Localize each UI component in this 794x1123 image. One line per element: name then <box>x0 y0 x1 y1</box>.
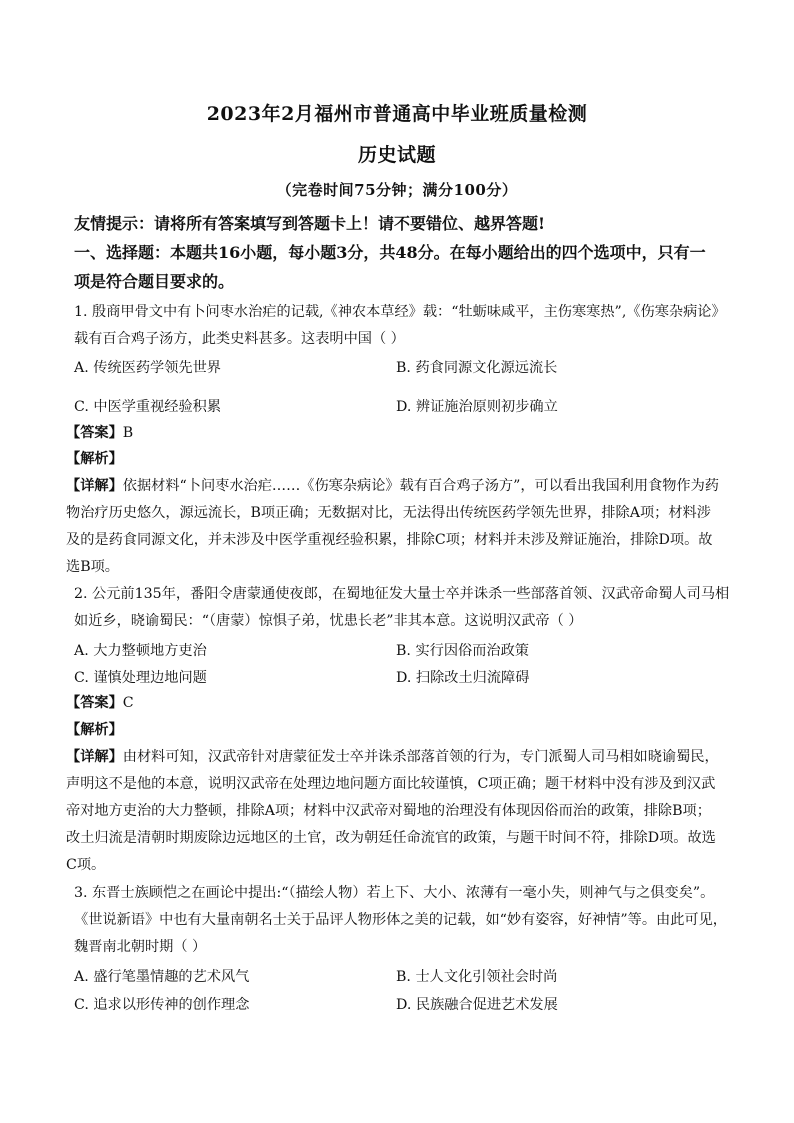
time-note: （完卷时间75分钟；满分100分） <box>276 181 518 199</box>
question-1-line: 1. 殷商甲骨文中有卜问枣水治疟的记载,《神农本草经》载：“牡蛎味咸平，主伤寒寒热”,《伤寒杂病论》 <box>74 304 726 320</box>
detail-line: 声明这不是他的本意，说明汉武帝在处理边地问题方面比较谨慎，C项正确；题干材料中没有涉及到汉武 <box>66 776 716 792</box>
question-1-options-row1 <box>74 357 736 381</box>
answer-label: 【答案】 <box>66 695 123 711</box>
answer-value: B <box>122 425 134 441</box>
question-1-options-row2 <box>74 396 736 420</box>
question-2-answer <box>66 691 134 715</box>
detail-line: 选B项。 <box>66 559 119 575</box>
answer-label: 【答案】 <box>66 425 123 441</box>
question-1-option-d: D. 辨证施治原则初步确立 <box>396 399 558 415</box>
question-3-option-d: D. 民族融合促进艺术发展 <box>396 997 558 1013</box>
question-2-option-b: B. 实行因俗而治政策 <box>396 643 529 659</box>
subject-title: 历史试题 <box>357 144 436 166</box>
notice: 友情提示：请将所有答案填写到答题卡上！请不要错位、越界答题! <box>74 214 546 233</box>
section-heading-line2: 项是符合题目要求的。 <box>74 272 235 291</box>
question-2-line: 如近乡，晓谕蜀民：“（唐蒙）惊惧子弟，忧患长老”非其本意。这说明汉武帝（ ） <box>74 613 583 629</box>
question-3-line: 3. 东晋士族顾恺之在画论中提出:“（描绘人物）若上下、大小、浓薄有一毫小失，则神气与之俱变矣”。 <box>74 885 715 901</box>
detail-line: 【详解】由材料可知，汉武帝针对唐蒙征发士卒并诛杀部落首领的行为，专门派蜀人司马相如晓谕蜀民， <box>66 749 719 765</box>
question-1-option-b: B. 药食同源文化源远流长 <box>396 360 558 376</box>
exam-title: 2023年2月福州市普通高中毕业班质量检测 <box>206 103 588 125</box>
question-3-options-row2 <box>74 994 736 1018</box>
question-3-option-a: A. 盛行笔墨情趣的艺术风气 <box>74 969 250 985</box>
question-2-options-row2 <box>74 667 736 691</box>
question-2-line: 2. 公元前135年，番阳令唐蒙通使夜郎，在蜀地征发大量士卒并诛杀一些部落首领、汉武帝命蜀人司马相 <box>74 586 730 602</box>
detail-label: 【详解】 <box>66 478 123 494</box>
question-1-line: 载有百合鸡子汤方，此类史料甚多。这表明中国（ ） <box>74 331 405 347</box>
question-2-analysis-label <box>66 718 123 742</box>
question-3-stem <box>74 880 736 961</box>
answer-value: C <box>122 695 134 711</box>
analysis-label: 【解析】 <box>66 451 123 467</box>
question-1-answer <box>66 421 133 445</box>
detail-line: 及的是药食同源文化，并未涉及中医学重视经验积累，排除C项；材料并未涉及辩证施治，排除D项。故 <box>66 532 713 548</box>
question-3-line: 魏晋南北朝时期（ ） <box>74 939 207 955</box>
detail-line: 【详解】依据材料“卜问枣水治疟……《伤寒杂病论》载有百合鸡子汤方”，可以看出我国利用食物作为药 <box>66 478 719 494</box>
question-2-option-c: C. 谨慎处理边地问题 <box>74 670 207 686</box>
section-heading-line1: 一、选择题：本题共16小题，每小题3分，共48分。在每小题给出的四个选项中，只有一 <box>74 243 706 262</box>
detail-line: 帝对地方吏治的大力整顿，排除A项；材料中汉武帝对蜀地的治理没有体现因俗而治的政策，排除B项； <box>66 803 711 819</box>
detail-line: 物治疗历史悠久，源远流长，B项正确；无数据对比，无法得出传统医药学领先世界，排除A项；材料涉 <box>66 505 711 521</box>
question-3-line: 《世说新语》中也有大量南朝名士关于品评人物形体之美的记载，如“妙有姿容，好神情”等。由此可见， <box>74 912 727 928</box>
question-1-option-c: C. 中医学重视经验积累 <box>74 399 222 415</box>
question-2-options-row1 <box>74 640 736 664</box>
question-3-option-c: C. 追求以形传神的创作理念 <box>74 997 250 1013</box>
question-2-detail <box>66 744 736 879</box>
question-1-option-a: A. 传统医药学领先世界 <box>74 360 221 376</box>
question-3-option-b: B. 士人文化引领社会时尚 <box>396 969 558 985</box>
question-2-option-d: D. 扫除改土归流障碍 <box>396 670 530 686</box>
detail-line: 改土归流是清朝时期废除边远地区的土官，改为朝廷任命流官的政策，与题干时间不符，排除D项。故选 <box>66 830 716 846</box>
detail-line: C项。 <box>66 857 106 873</box>
question-2-option-a: A. 大力整顿地方吏治 <box>74 643 207 659</box>
question-1-stem <box>74 299 736 353</box>
question-1-detail <box>66 473 736 581</box>
analysis-label: 【解析】 <box>66 722 123 738</box>
question-3-options-row1 <box>74 966 736 990</box>
question-1-analysis-label <box>66 447 123 471</box>
detail-label: 【详解】 <box>66 749 123 765</box>
question-2-stem <box>74 581 736 635</box>
